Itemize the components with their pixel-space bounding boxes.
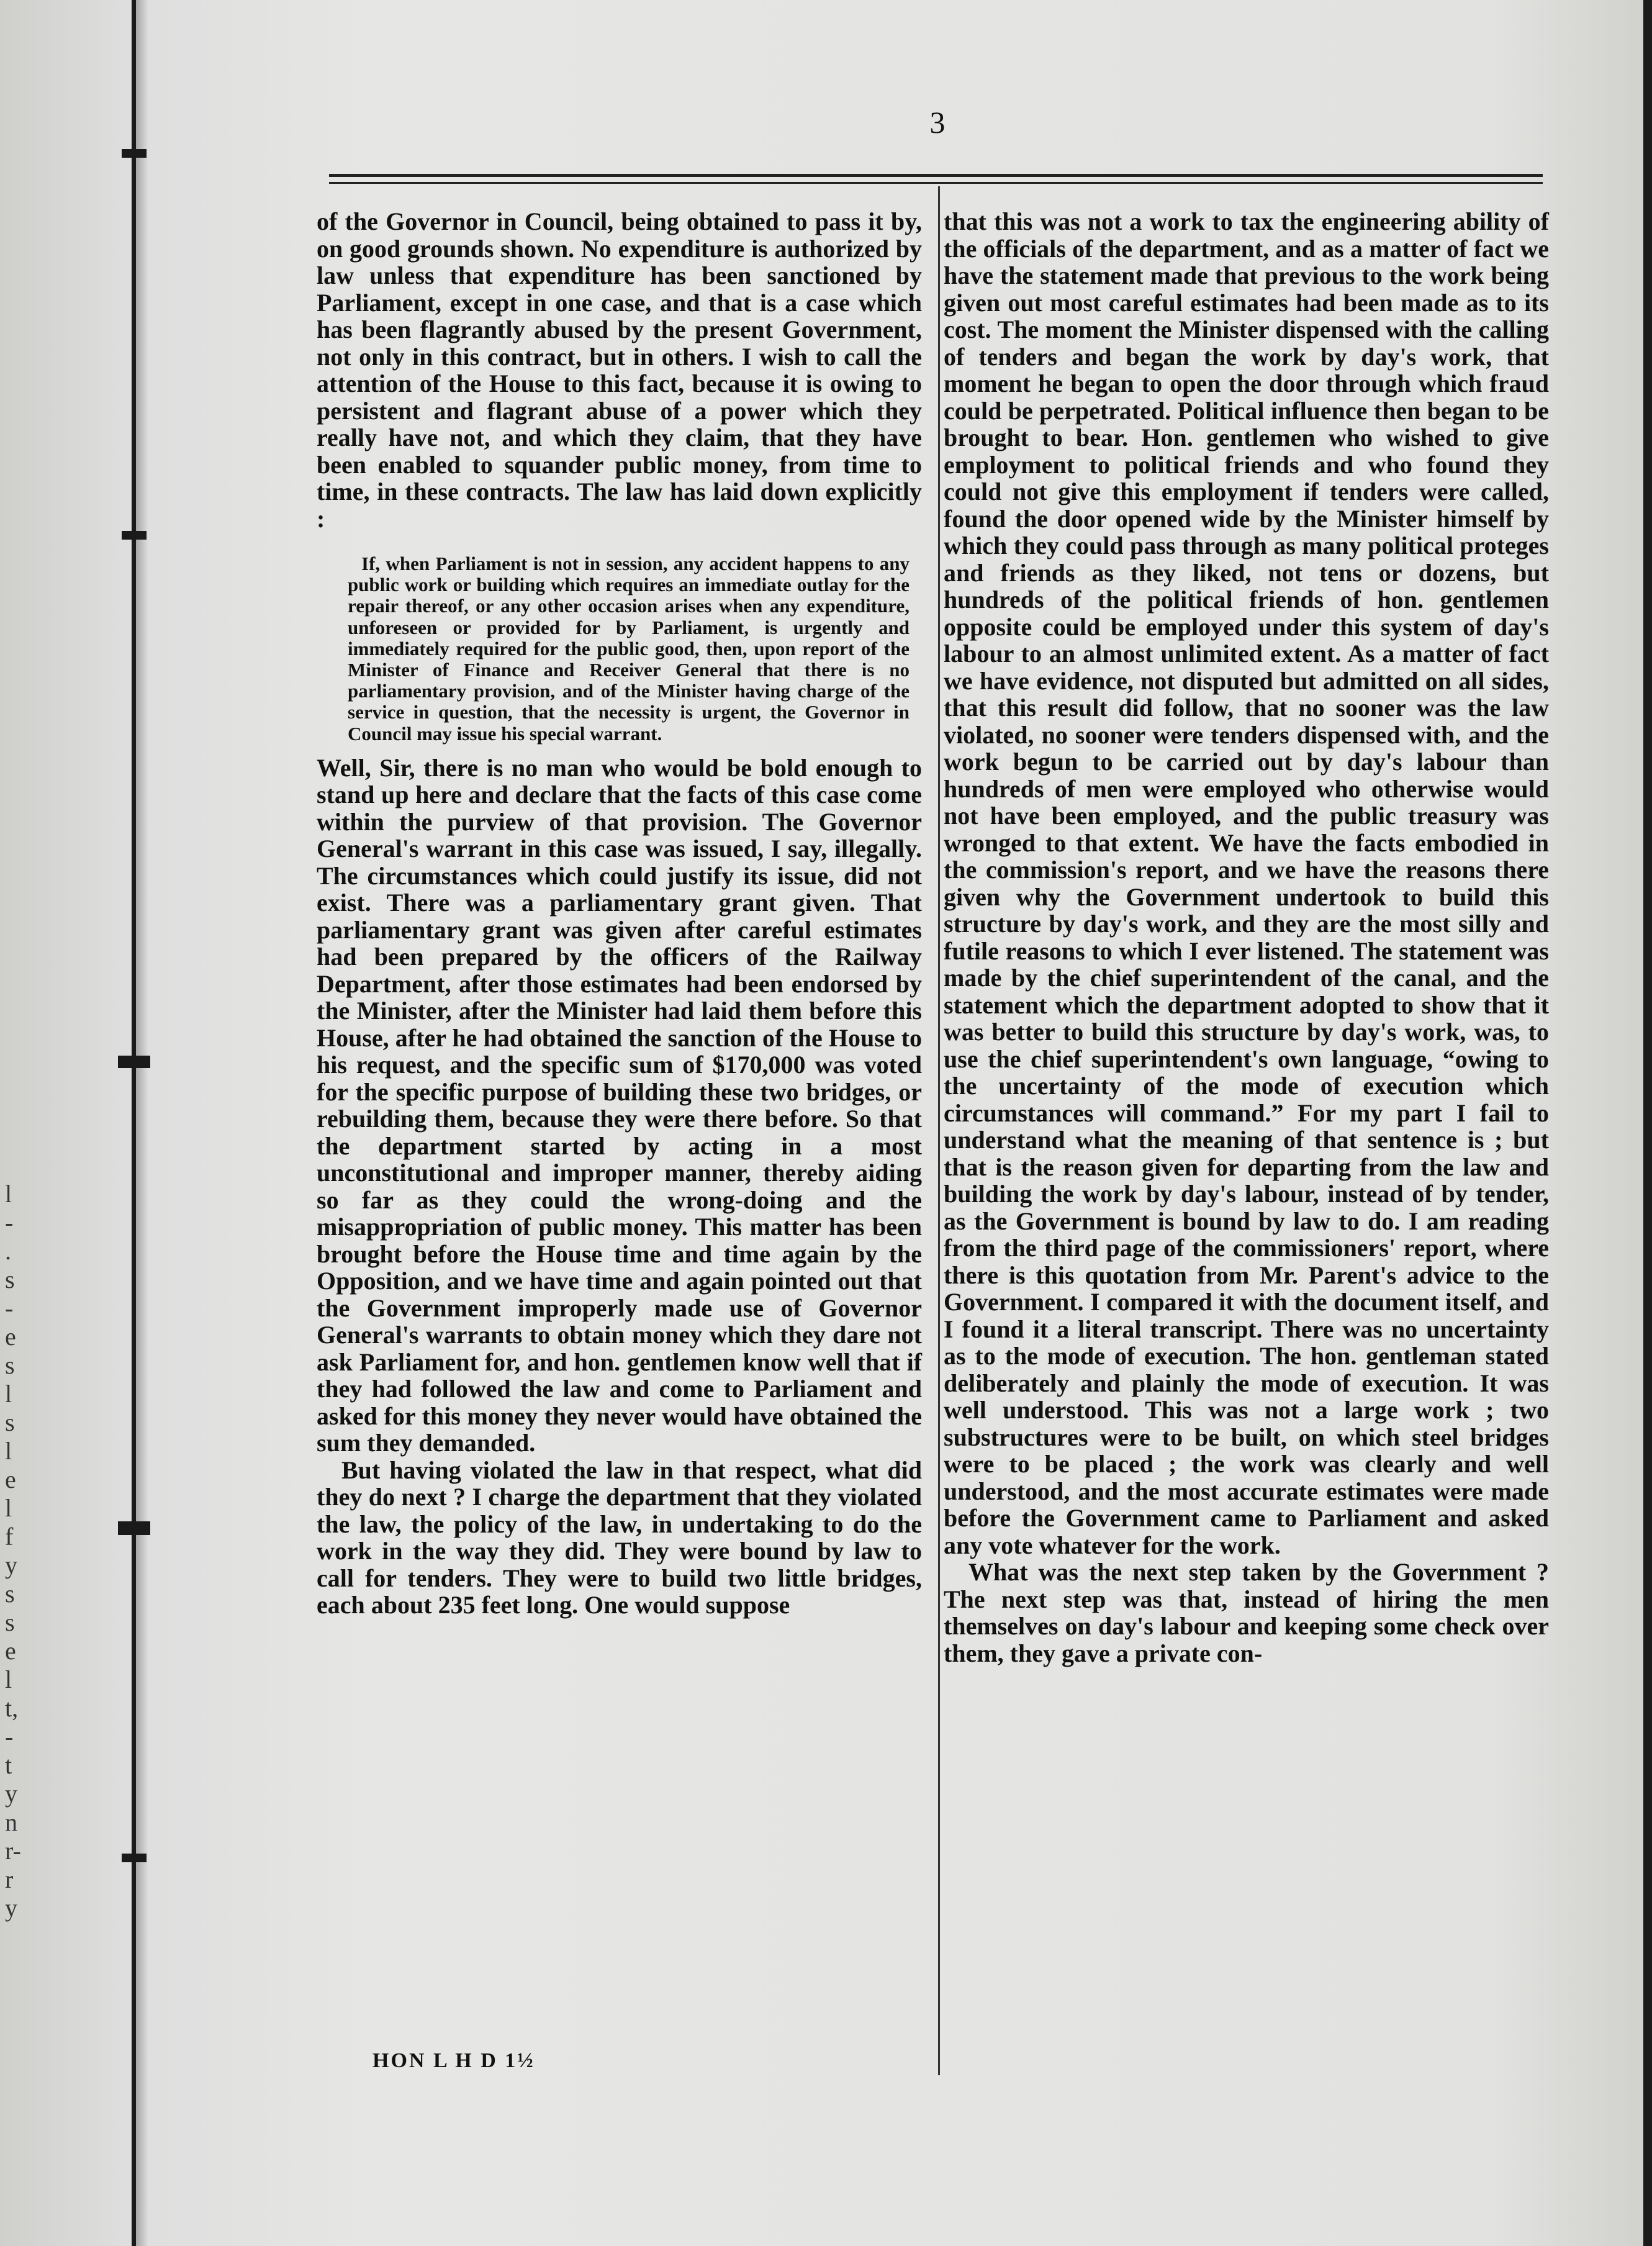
page-number: 3 (929, 105, 946, 140)
margin-fragment: l (5, 1665, 12, 1693)
paragraph: Well, Sir, there is no man who would be bold enough to stand up here and declare that the facts of this case come within the purview of that provision. The Governor General's warrant in this case was issued, I say, illegally. The circumstances which could justify its issue, did not exist. There was a parliamentary grant given. That parliamentary grant was given after careful estimates had been prepared by the officers of the Railway Department, after those estimates had been endorsed by the Minister, after the Minister had laid them before this House, after he had obtained the sanction of the House to his request, and the specific sum of $170,000 was voted for the specific purpose of building these two bridges, or rebuilding them, because they were there before. So that the department started by acting in a most unconstitutional and improper manner, thereby aiding so far as they could the wrong-doing and the misappropriation of public money. This matter has been brought before the House time and time again by the Opposition, and we have time and again pointed out that the Government improperly made use of Governor General's warrants to obtain money which they dare not ask Parliament for, and hon. gentlemen know well that if they had followed the law and come to Parliament and asked for this money they never would have obtained the sum they demanded. (317, 753, 922, 1457)
right-page-edge (1643, 0, 1652, 2246)
binding-stitch (118, 1056, 150, 1068)
binding-stitch (122, 1854, 147, 1862)
column-divider (938, 186, 940, 2075)
margin-text-fragments (5, 1180, 30, 1922)
margin-fragment: s (5, 1608, 15, 1636)
binding-shadow (136, 0, 148, 2246)
margin-fragment: . (5, 1237, 11, 1265)
margin-fragment: l (5, 1494, 12, 1522)
margin-fragment: t, (5, 1694, 19, 1722)
margin-fragment: t (5, 1751, 12, 1779)
header-rule-thin (329, 182, 1543, 184)
binding-stitch (118, 1521, 150, 1535)
margin-fragment: e (5, 1465, 16, 1493)
header-rule (329, 174, 1543, 177)
margin-fragment: - (5, 1294, 14, 1322)
margin-fragment: e (5, 1323, 16, 1351)
statute-quotation: If, when Parliament is not in session, any accident happens to any public work or building which requires an immediate outlay for the repair thereof, or any other occasion arises when any expenditure, unforeseen or provided for by Parliament, is urgently and immediately required for the public good, then, upon report of the Minister of Finance and Receiver General that there is no parliamentary provision, and of the Minister having charge of the service in question, that the necessity is urgent, the Governor in Council may issue his special warrant. (348, 553, 910, 745)
right-column (944, 208, 1549, 1667)
margin-fragment: r- (5, 1837, 21, 1865)
margin-fragment: l (5, 1380, 12, 1408)
margin-fragment: s (5, 1580, 15, 1608)
binding-edge (132, 0, 136, 2246)
paragraph: But having violated the law in that respect, what did they do next ? I charge the department that they violated the law, the policy of the law, in undertaking to do the work in the way they did. They were bound by law to call for tenders. They were to build two little bridges, each about 235 feet long. One would suppose (317, 1456, 922, 1619)
margin-fragment: s (5, 1408, 15, 1436)
binding-stitch (122, 531, 147, 540)
paragraph: of the Governor in Council, being obtained to pass it by, on good grounds shown. No expenditure is authorized by law unless that expenditure has been sanctioned by Parliament, except in one case, and that is a case which has been flagrantly abused by the present Government, not only in this contract, but in others. I wish to call the attention of the House to this fact, because it is owing to persistent and flagrant abuse of a power which they really have not, and which they claim, that they have been enabled to squander public money, from time to time, in these contracts. The law has laid down explicitly : (317, 207, 922, 533)
paragraph: What was the next step taken by the Government ? The next step was that, instead of hiring the men themselves on day's labour and keeping some check over them, they gave a private con- (944, 1558, 1549, 1667)
paragraph: that this was not a work to tax the engineering ability of the officials of the department, and as a matter of fact we have the statement made that previous to the work being given out most careful estimates had been made as to its cost. The moment the Minister dispensed with the calling of tenders and began the work by day's work, that moment he began to open the door through which fraud could be perpetrated. Political influence then began to be brought to bear. Hon. gentlemen who wished to give employment to political friends and who found they could not give this employment if tenders were called, found the door opened wide by the Minister himself by which they could pass through as many political proteges and friends as they liked, not tens or dozens, but hundreds of the political friends of hon. gentlemen opposite could be employed under this system of day's labour to an almost unlimited extent. As a matter of fact we have evidence, not disputed but admitted on all sides, that this result did follow, that no sooner was the law violated, no sooner were tenders dispensed with, and the work begun to be carried out by day's labour than hundreds of men were employed who otherwise would not have been employed, and the public treasury was wronged to that extent. We have the facts embodied in the commission's report, and we have the reasons there given why the Government undertook to build this structure by day's work, and they are the most silly and futile reasons to which I ever listened. The statement was made by the chief superintendent of the canal, and the statement which the department adopted to show that it was better to build this structure by day's work, was, to use the chief superintendent's own language, “owing to the uncertainty of the mode of execution which circumstances will command.” For my part I fail to understand what the meaning of that sentence is ; but that is the reason given for departing from the law and building the work by day's labour, instead of by tender, as the Government is bound by law to do. I am reading from the third page of the commissioners' report, where there is this quotation from Mr. Parent's advice to the Government. I compared it with the document itself, and I found it a literal transcript. There was no uncertainty as to the mode of execution. The hon. gentleman stated deliberately and plainly the mode of execution. It was well understood. This was not a large work ; two substructures were to be built, on which steel bridges were to be placed ; the work was clearly and well understood, and the most accurate estimates were made before the Government came to Parliament and asked any vote whatever for the work. (944, 207, 1549, 1559)
margin-fragment: r (5, 1865, 14, 1893)
margin-fragment: y (5, 1551, 17, 1579)
margin-fragment: y (5, 1780, 17, 1808)
margin-fragment: - (5, 1208, 14, 1236)
margin-fragment: l (5, 1437, 12, 1465)
binding-stitch (122, 149, 147, 158)
margin-fragment: y (5, 1894, 17, 1922)
margin-fragment: n (5, 1808, 17, 1836)
margin-fragment: e (5, 1637, 16, 1665)
left-column (317, 208, 922, 1619)
margin-fragment: s (5, 1266, 15, 1293)
margin-fragment: l (5, 1180, 12, 1208)
margin-fragment: s (5, 1351, 15, 1379)
margin-fragment: - (5, 1723, 14, 1750)
margin-fragment: f (5, 1523, 14, 1551)
printer-signature: HON L H D 1½ (372, 2049, 535, 2072)
